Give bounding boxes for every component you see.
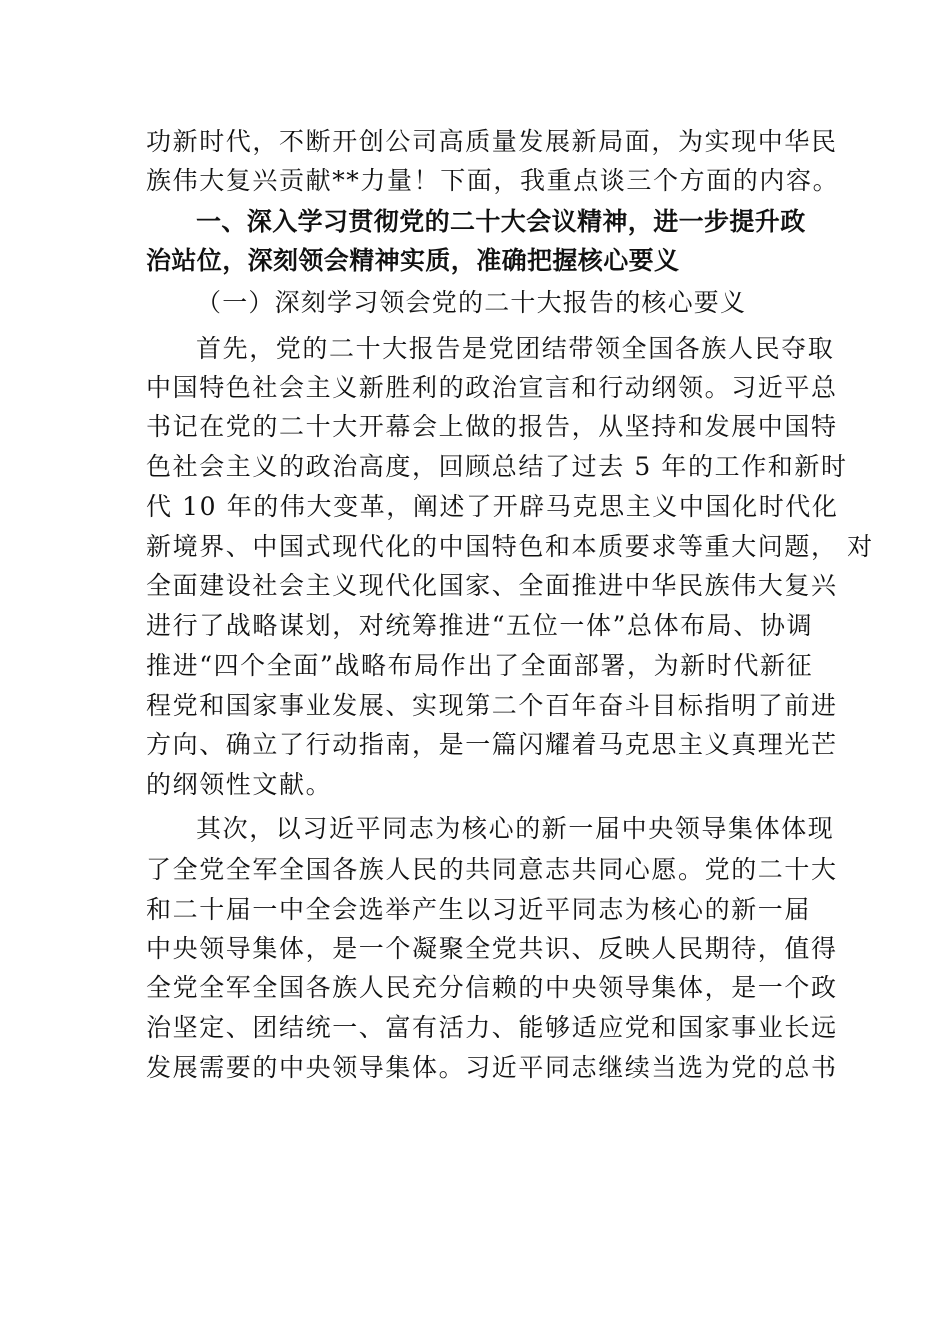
body-text-line: 族伟大复兴贡献**力量！下面，我重点谈三个方面的内容。 xyxy=(146,166,840,195)
body-text-line: 的纲领性文献。 xyxy=(146,770,333,799)
body-text-line: 了全党全军全国各族人民的共同意志共同心愿。党的二十大 xyxy=(146,855,838,884)
body-text-line: 和二十届一中全会选举产生以习近平同志为核心的新一届 xyxy=(146,895,812,924)
body-text-line: 治坚定、团结统一、富有活力、能够适应党和国家事业长远 xyxy=(146,1013,838,1042)
body-text-line: 全党全军全国各族人民充分信赖的中央领导集体，是一个政 xyxy=(146,973,838,1002)
body-text-line: 代 10 年的伟大变革，阐述了开辟马克思主义中国化时代化 xyxy=(146,492,839,521)
body-text-line: 推进“四个全面”战略布局作出了全面部署，为新时代新征 xyxy=(146,651,814,680)
body-text-line: 方向、确立了行动指南，是一篇闪耀着马克思主义真理光芒 xyxy=(146,730,838,759)
body-text-line: 中国特色社会主义新胜利的政治宣言和行动纲领。习近平总 xyxy=(146,373,838,402)
section-heading-line: 一、深入学习贯彻党的二十大会议精神，进一步提升政 xyxy=(196,207,806,236)
subsection-heading: （一）深刻学习领会党的二十大报告的核心要义 xyxy=(196,288,747,317)
body-text-line: 色社会主义的政治高度，回顾总结了过去 5 年的工作和新时 xyxy=(146,452,848,481)
body-text-line: 功新时代，不断开创公司高质量发展新局面，为实现中华民 xyxy=(146,127,838,156)
body-text-line: 进行了战略谋划，对统筹推进“五位一体”总体布局、协调 xyxy=(146,611,814,640)
body-text-line: 中央领导集体，是一个凝聚全党共识、反映人民期待，值得 xyxy=(146,934,838,963)
body-text-line: 新境界、中国式现代化的中国特色和本质要求等重大问题， 对 xyxy=(146,532,874,561)
section-heading-line: 治站位，深刻领会精神实质，准确把握核心要义 xyxy=(146,246,680,275)
body-text-line: 其次，以习近平同志为核心的新一届中央领导集体体现 xyxy=(196,814,835,843)
body-text-line: 首先，党的二十大报告是党团结带领全国各族人民夺取 xyxy=(196,334,835,363)
body-text-line: 程党和国家事业发展、实现第二个百年奋斗目标指明了前进 xyxy=(146,691,838,720)
body-text-line: 发展需要的中央领导集体。习近平同志继续当选为党的总书 xyxy=(146,1053,838,1082)
body-text-line: 书记在党的二十大开幕会上做的报告，从坚持和发展中国特 xyxy=(146,412,838,441)
body-text-line: 全面建设社会主义现代化国家、全面推进中华民族伟大复兴 xyxy=(146,571,838,600)
